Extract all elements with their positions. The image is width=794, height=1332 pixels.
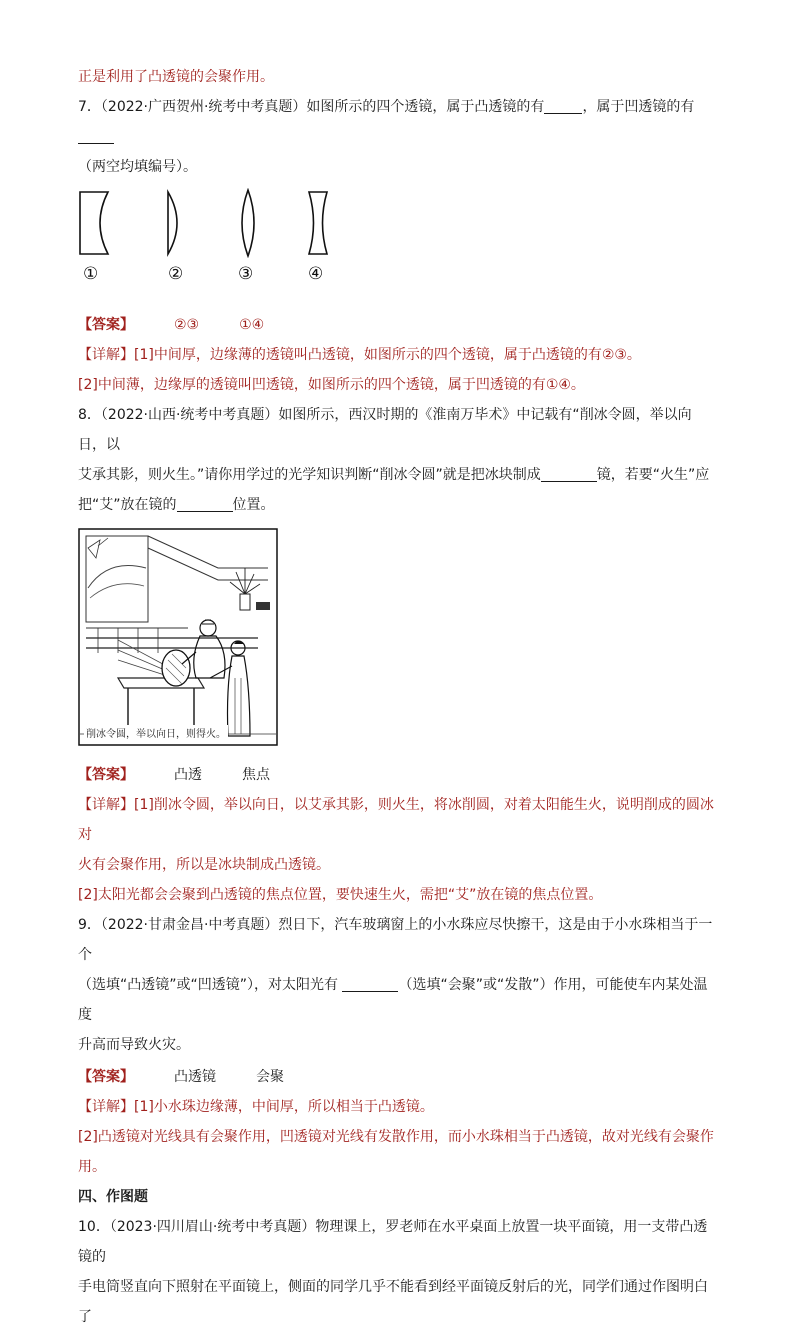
q8-detail-2: [2]太阳光都会会聚到凸透镜的焦点位置，要快速生火，需把“艾”放在镜的焦点位置。: [78, 887, 603, 903]
q7-answer-1: ②③: [174, 317, 200, 333]
q8-figure-caption: 削冰令圆，举以向日，则得火。: [84, 725, 228, 740]
q9-stem-d: 升高而导致火灾。: [78, 1037, 190, 1053]
q9-stem-line2: [78, 970, 718, 1030]
q8-answer: [78, 760, 718, 790]
q7-answer: [78, 310, 718, 340]
q7-blank-1: [544, 95, 582, 114]
q7-blank-2: [78, 125, 114, 144]
document-page: [78, 62, 718, 1332]
q7-stem-b: ，属于凹透镜的有: [582, 99, 695, 115]
q9-answer-label: 【答案】: [78, 1069, 134, 1085]
lens-label-1: ①: [83, 264, 99, 284]
section-heading-drawing: 四、作图题: [78, 1189, 148, 1205]
q8-detail-1a: 【详解】[1]削冰令圆，举以向日，以艾承其影，则火生，将冰削圆，对着太阳能生火，说明削成的圆冰对: [78, 797, 714, 843]
q7-lens-figure: [78, 188, 718, 308]
q8-stem-b: 艾承其影，则火生。”请你用学过的光学知识判断“削冰令圆”就是把冰块制成: [78, 467, 541, 483]
q10-stem-b: 手电筒竖直向下照射在平面镜上，侧面的同学几乎不能看到经平面镜反射后的光，同学们通过作图明白了: [78, 1279, 708, 1325]
q9-answer-1: 凸透镜: [174, 1069, 216, 1085]
q8-blank-1: [541, 463, 597, 482]
lens-label-4: ④: [308, 264, 324, 284]
q8-blank-2: [177, 493, 233, 512]
q9-stem-c: （选填“会聚”或“发散”）作用，可能使车内某处温度: [78, 977, 708, 1023]
q8-answer-2: 焦点: [242, 767, 270, 783]
q9-blank-2: [342, 973, 398, 992]
q8-stem-e: 位置。: [232, 497, 275, 513]
q9-stem-a: 9．（2022·甘肃金昌·中考真题）烈日下，汽车玻璃窗上的小水珠应尽快擦干，这是由于小水珠相当于一个: [78, 917, 713, 963]
lens-label-2: ②: [168, 264, 184, 284]
ice-lens-scene-image: [78, 528, 278, 746]
q9-answer-2: 会聚: [256, 1069, 284, 1085]
q9-detail-1: 【详解】[1]小水珠边缘薄，中间厚，所以相当于凸透镜。: [78, 1099, 434, 1115]
q9-answer: [78, 1062, 718, 1092]
lens-4-biconcave: [306, 188, 330, 258]
q8-answer-1: 凸透: [174, 767, 202, 783]
lens-2-plano-convex: [164, 188, 188, 258]
q7-detail-1: 【详解】[1]中间厚，边缘薄的透镜叫凸透镜，如图所示的四个透镜，属于凸透镜的有②③。: [78, 347, 641, 363]
q8-stem-line3: [78, 490, 718, 520]
q8-answer-label: 【答案】: [78, 767, 134, 783]
lens-label-3: ③: [238, 264, 254, 284]
q7-answer-label: 【答案】: [78, 317, 134, 333]
q8-stem-d: 把“艾”放在镜的: [78, 497, 177, 513]
q8-illustration: [78, 528, 278, 746]
lens-1-concave-plano: [78, 188, 114, 258]
q7-answer-2: ①④: [239, 317, 265, 333]
q10-stem-a: 10．（2023·四川眉山·统考中考真题）物理课上，罗老师在水平桌面上放置一块平面镜，用一支带凸透镜的: [78, 1219, 708, 1265]
q8-stem-c: 镜，若要“火生”应: [596, 467, 710, 483]
q7-stem-c: （两空均填编号）。: [78, 159, 197, 175]
intro-tail: 正是利用了凸透镜的会聚作用。: [78, 69, 274, 85]
q7-stem-a: 7．（2022·广西贺州·统考中考真题）如图所示的四个透镜，属于凸透镜的有: [78, 99, 545, 115]
q7-stem-line1: [78, 92, 718, 152]
q8-stem-a: 8．（2022·山西·统考中考真题）如图所示，西汉时期的《淮南万毕术》中记载有“削冰令圆，举以向日，以: [78, 407, 692, 453]
q8-detail-1b: 火有会聚作用，所以是冰块制成凸透镜。: [78, 857, 330, 873]
q9-stem-b: （选填“凸透镜”或“凹透镜”），对太阳光有: [78, 977, 339, 993]
q9-detail-2: [2]凸透镜对光线具有会聚作用，凹透镜对光线有发散作用，而小水珠相当于凸透镜，故对光线有会聚作用。: [78, 1129, 714, 1175]
q8-stem-line2: [78, 460, 718, 490]
lens-3-biconvex: [236, 188, 260, 258]
q7-detail-2: [2]中间薄，边缘厚的透镜叫凹透镜，如图所示的四个透镜，属于凹透镜的有①④。: [78, 377, 585, 393]
